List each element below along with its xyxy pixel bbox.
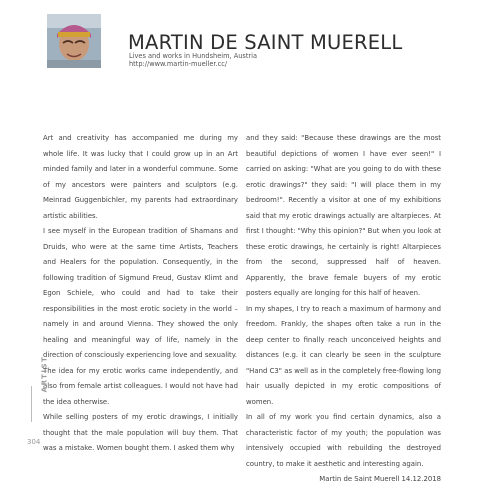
article-paragraph: and they said: "Because these drawings are the most beautiful depictions of women I have ever seen!" I carried on asking: "What are you going to do with these erotic drawings?" they said: "I will place them in my bedroom!". Recently a visitor at one of my exhibitions said that my erotic drawings actually are altarpieces. At first I thought: "Why this opinion?" But when you look at these erotic drawings, he certainly is right! Altarpieces from the second, suppressed half of heaven. Apparently, the brave female buyers of my erotic posters equally are longing for this half of heaven. [246, 134, 441, 297]
artist-website-link[interactable]: http://www.martin-mueller.cc/ [129, 60, 228, 68]
artist-location: Lives and works in Hundsheim, Austria [129, 52, 258, 60]
article-left-column [43, 131, 238, 457]
artist-portrait-image [47, 14, 101, 68]
section-label: ARTIST [40, 355, 49, 393]
article-paragraph: While selling posters of my erotic drawings, I initially thought that the male population will buy them. That was a mistake. Women bought them. I asked them why [43, 413, 238, 452]
article-paragraph: In my shapes, I try to reach a maximum of harmony and freedom. Frankly, the shapes often take a run in the deep center to finally reach unconceived heights and distances (e.g. it can clearly be seen in the sculpture "Hand C3" as well as in the completely free-flowing long hair usually depicted in my erotic compositions of women. [246, 304, 441, 406]
artist-name: MARTIN DE SAINT MUERELL [128, 31, 403, 54]
section-divider [31, 386, 32, 422]
article-right-column [246, 131, 441, 488]
article-paragraph: The idea for my erotic works came independently, and also from female artist colleagues. I would not have had the idea otherwise. [43, 366, 238, 406]
article-paragraph: In all of my work you find certain dynamics, also a characteristic factor of my youth; the population was intensively occupied with rebuilding the destroyed country, to make it aesthetic and interesting again. [246, 413, 441, 468]
page-number: 304 [27, 438, 41, 446]
artist-portrait [47, 14, 101, 68]
article-paragraph: I see myself in the European tradition of Shamans and Druids, who were at the same time Artists, Teachers and Healers for the population. Consequently, in the following tradition of Sigmund Freud, Gustav Klimt and Egon Schiele, who could and had to take their responsibilities in the most erotic society in the world – namely in and around Vienna. They showed the only healing and meaningful way of life, namely in the direction of consciously experiencing love and sexuality. [43, 227, 238, 359]
article-signature: Martin de Saint Muerell 14.12.2018 [319, 475, 441, 483]
article-paragraph: Art and creativity has accompanied me during my whole life. It was lucky that I could grow up in an Art minded family and later in a wonderful commune. Some of my ancestors were painters and sculptors (e.g. Meinrad Guggenbichler, my parents had extraordinary artistic abilities. [43, 134, 238, 220]
